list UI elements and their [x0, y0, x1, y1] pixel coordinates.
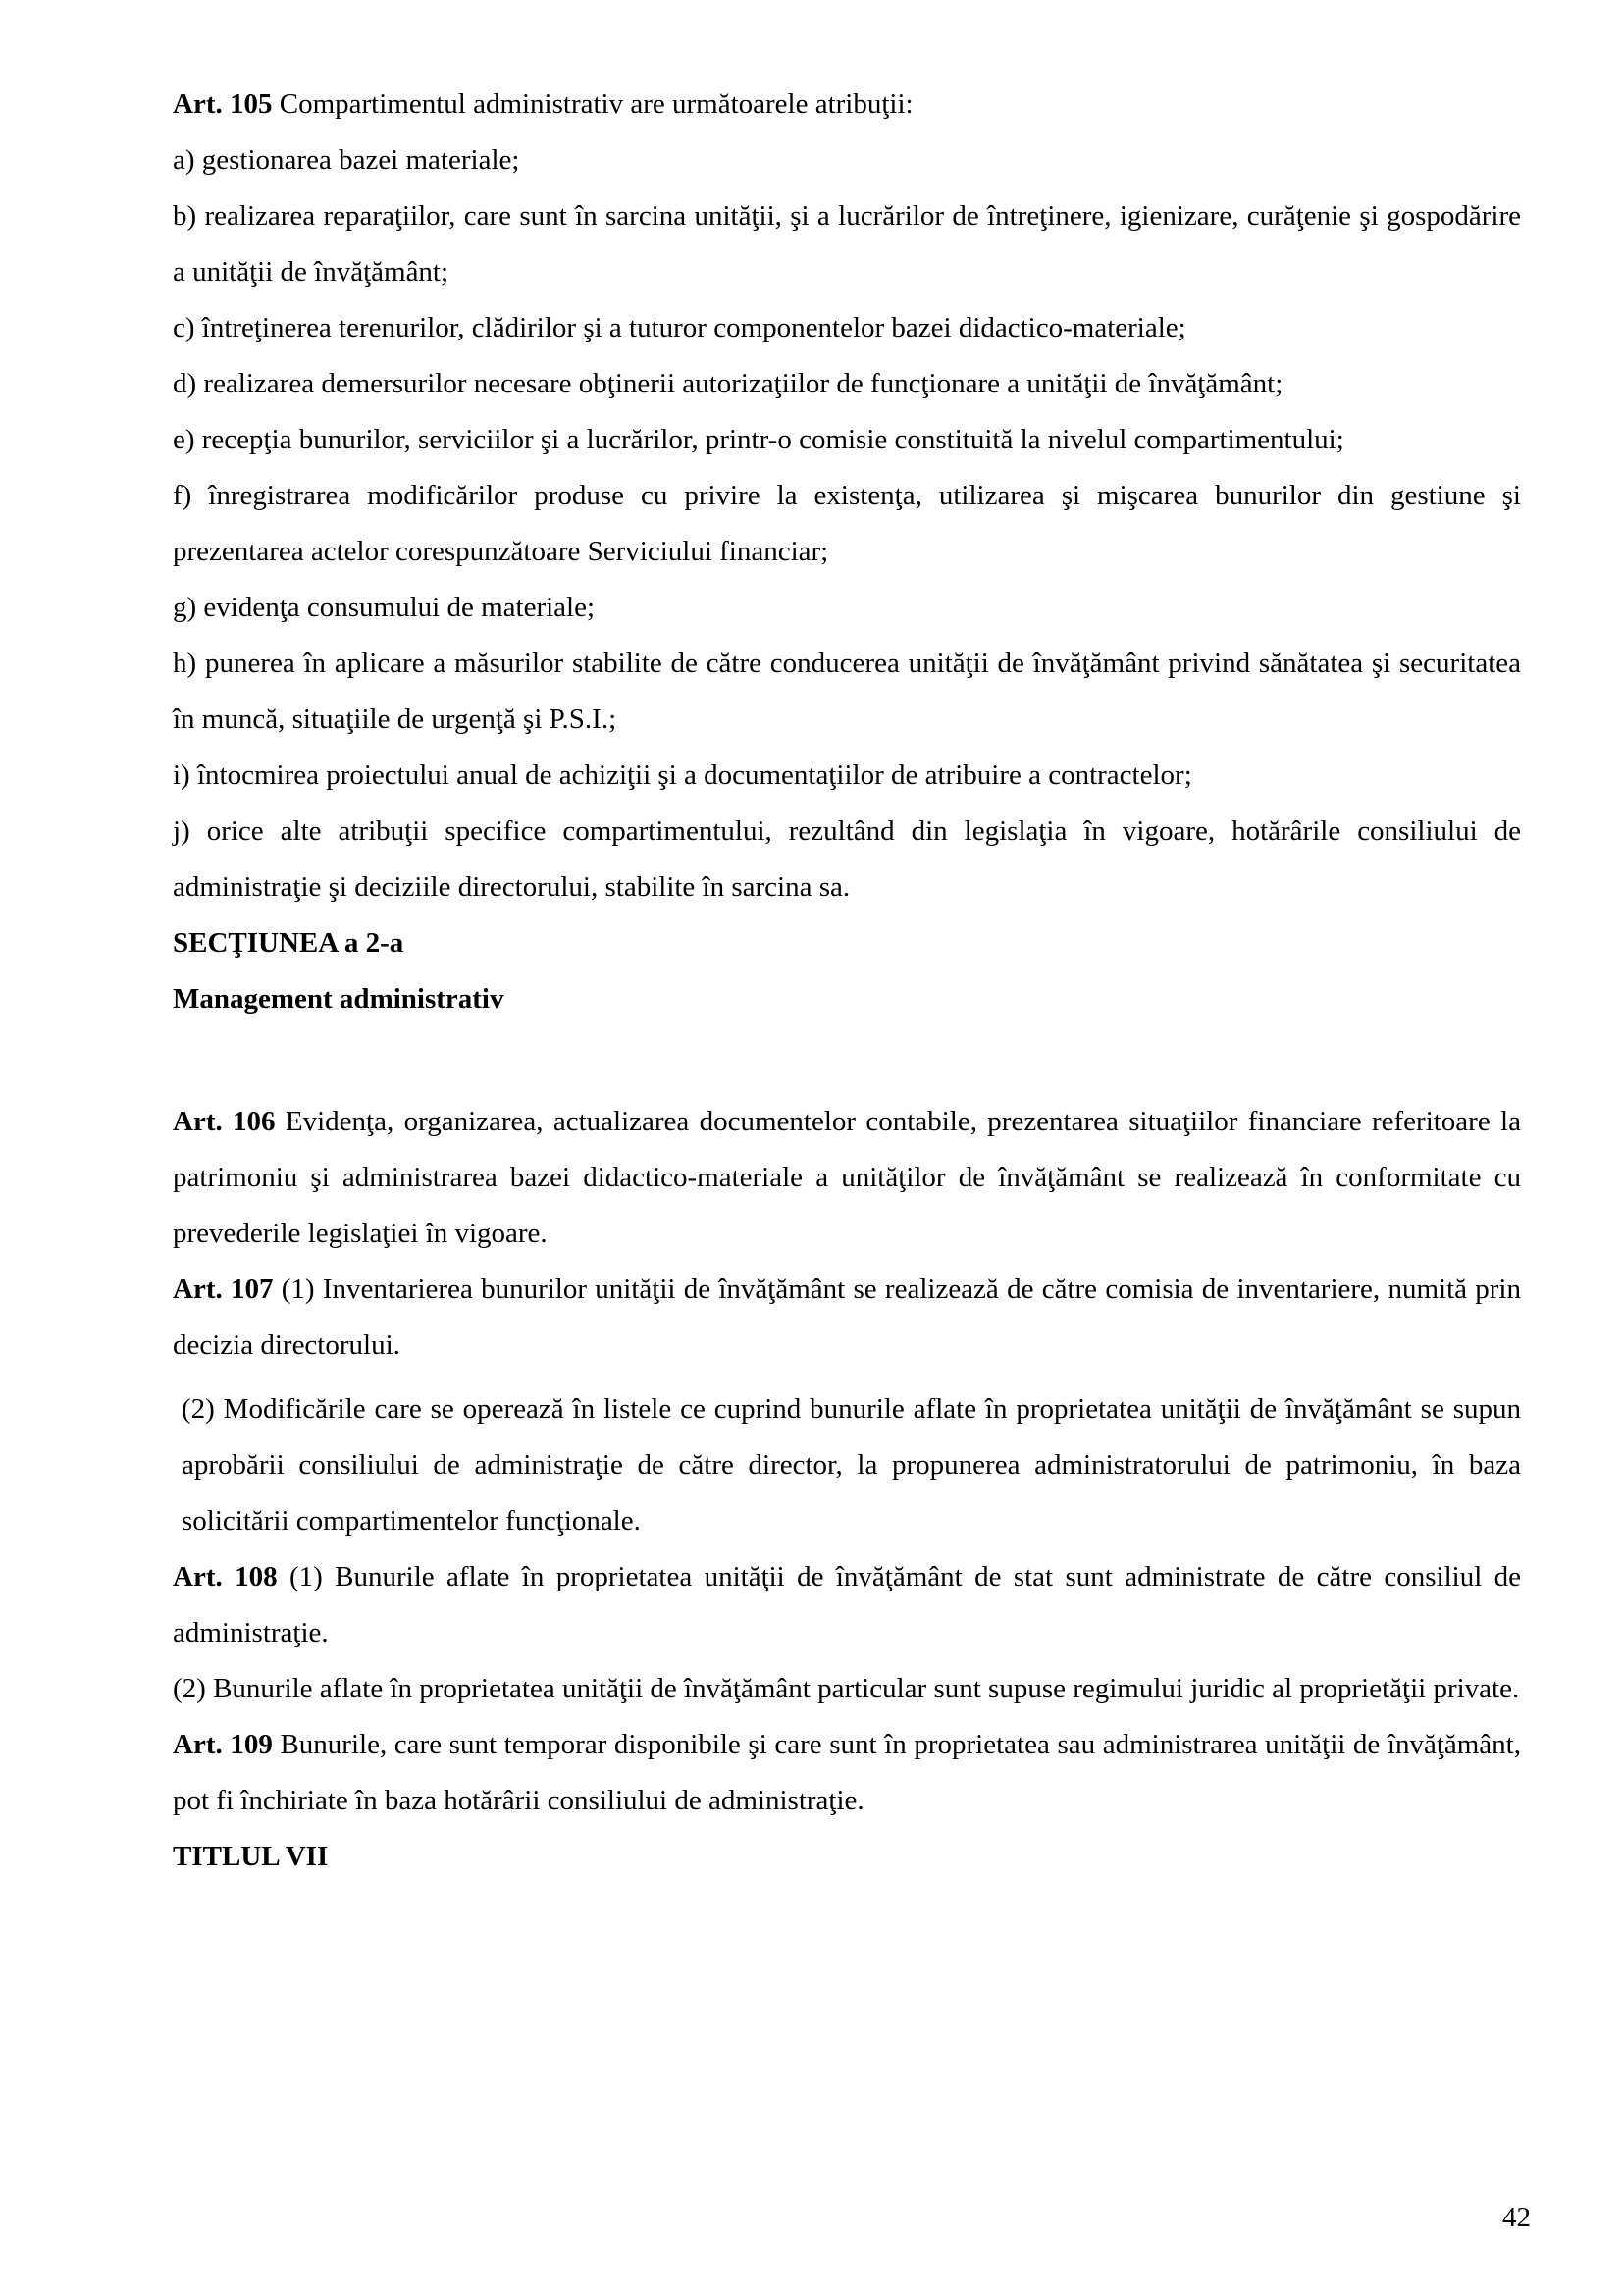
article-105-item-a: a) gestionarea bazei materiale;	[173, 144, 520, 176]
article-108-text: (1) Bunurile aflate în proprietatea unităţii de învăţământ de stat sunt administrate de către consiliul de administraţie.	[173, 1561, 1521, 1648]
article-105-item-g: g) evidenţa consumului de materiale;	[173, 592, 596, 623]
section-title: SECŢIUNEA a 2-a	[173, 927, 404, 959]
article-107-paragraph-2	[173, 1382, 1521, 1549]
article-106-text: Evidenţa, organizarea, actualizarea documentelor contabile, prezentarea situaţiilor financiare referitoare la patrimoniu şi administrarea bazei didactico-materiale a unităţilor de învăţământ se realizează în conformitate cu prevederile legislaţiei în vigoare.	[173, 1106, 1521, 1249]
article-105-item-c: c) întreţinerea terenurilor, clădirilor şi a tuturor componentelor bazei didactico-materiale;	[173, 312, 1186, 343]
article-106-paragraph	[173, 1094, 1521, 1262]
section-subtitle: Management administrativ	[173, 983, 504, 1015]
article-105-paragraph	[173, 77, 1521, 132]
article-107-text: (1) Inventarierea bunurilor unităţii de învăţământ se realizează de către comisia de inventariere, numită prin decizia directorului.	[173, 1274, 1521, 1361]
article-105-intro: Compartimentul administrativ are următoarele atribuţii:	[272, 88, 914, 120]
page-number: 42	[1502, 2202, 1531, 2233]
article-109-text: Bunurile, care sunt temporar disponibile şi care sunt în proprietatea sau administrarea unităţii de învăţământ, pot fi închiriate în baza hotărârii consiliului de administraţie.	[173, 1729, 1521, 1816]
article-108-label: Art. 108	[173, 1561, 278, 1592]
article-105-item-h: h) punerea în aplicare a măsurilor stabilite de către conducerea unităţii de învăţământ privind sănătatea şi securitatea în muncă, situaţiile de urgenţă şi P.S.I.;	[173, 648, 1521, 735]
article-107-alineat-2-text: (2) Modificările care se operează în listele ce cuprind bunurile aflate în proprietatea unităţii de învăţământ se supun aprobării consiliului de administraţie de către director, la propunerea administratorului de patrimoniu, în baza solicitării compartimentelor funcţionale.	[182, 1393, 1521, 1537]
article-105-item-f: f) înregistrarea modificărilor produse cu privire la existenţa, utilizarea şi mişcarea bunurilor din gestiune şi prezentarea actelor corespunzătoare Serviciului financiar;	[173, 480, 1521, 567]
article-105-item-e: e) recepţia bunurilor, serviciilor şi a lucrărilor, printr-o comisie constituită la nivelul compartimentului;	[173, 424, 1344, 455]
title-vii-heading: TITLUL VII	[173, 1841, 329, 1872]
article-108-paragraph-2	[173, 1661, 1521, 1717]
article-109-paragraph	[173, 1717, 1521, 1829]
article-105-item-b: b) realizarea reparaţiilor, care sunt în sarcina unităţii, şi a lucrărilor de întreţinere, igienizare, curăţenie şi gospodărire a unităţii de învăţământ;	[173, 200, 1521, 287]
article-108-paragraph-1	[173, 1549, 1521, 1661]
article-105-item-d: d) realizarea demersurilor necesare obţinerii autorizaţiilor de funcţionare a unităţii de învăţământ;	[173, 368, 1283, 399]
article-106-label: Art. 106	[173, 1106, 276, 1137]
article-107-paragraph-1	[173, 1262, 1521, 1374]
article-107-label: Art. 107	[173, 1274, 274, 1305]
article-105-item-i: i) întocmirea proiectului anual de achiziţii şi a documentaţiilor de atribuire a contractelor;	[173, 759, 1192, 791]
article-108-alineat-2-text: (2) Bunurile aflate în proprietatea unităţii de învăţământ particular sunt supuse regimului juridic al proprietăţii private.	[173, 1673, 1520, 1704]
article-105-item-j: j) orice alte atribuţii specifice compartimentului, rezultând din legislaţia în vigoare, hotărârile consiliului de administraţie şi deciziile directorului, stabilite în sarcina sa.	[173, 815, 1521, 903]
article-109-label: Art. 109	[173, 1729, 273, 1760]
article-105-label: Art. 105	[173, 88, 273, 120]
